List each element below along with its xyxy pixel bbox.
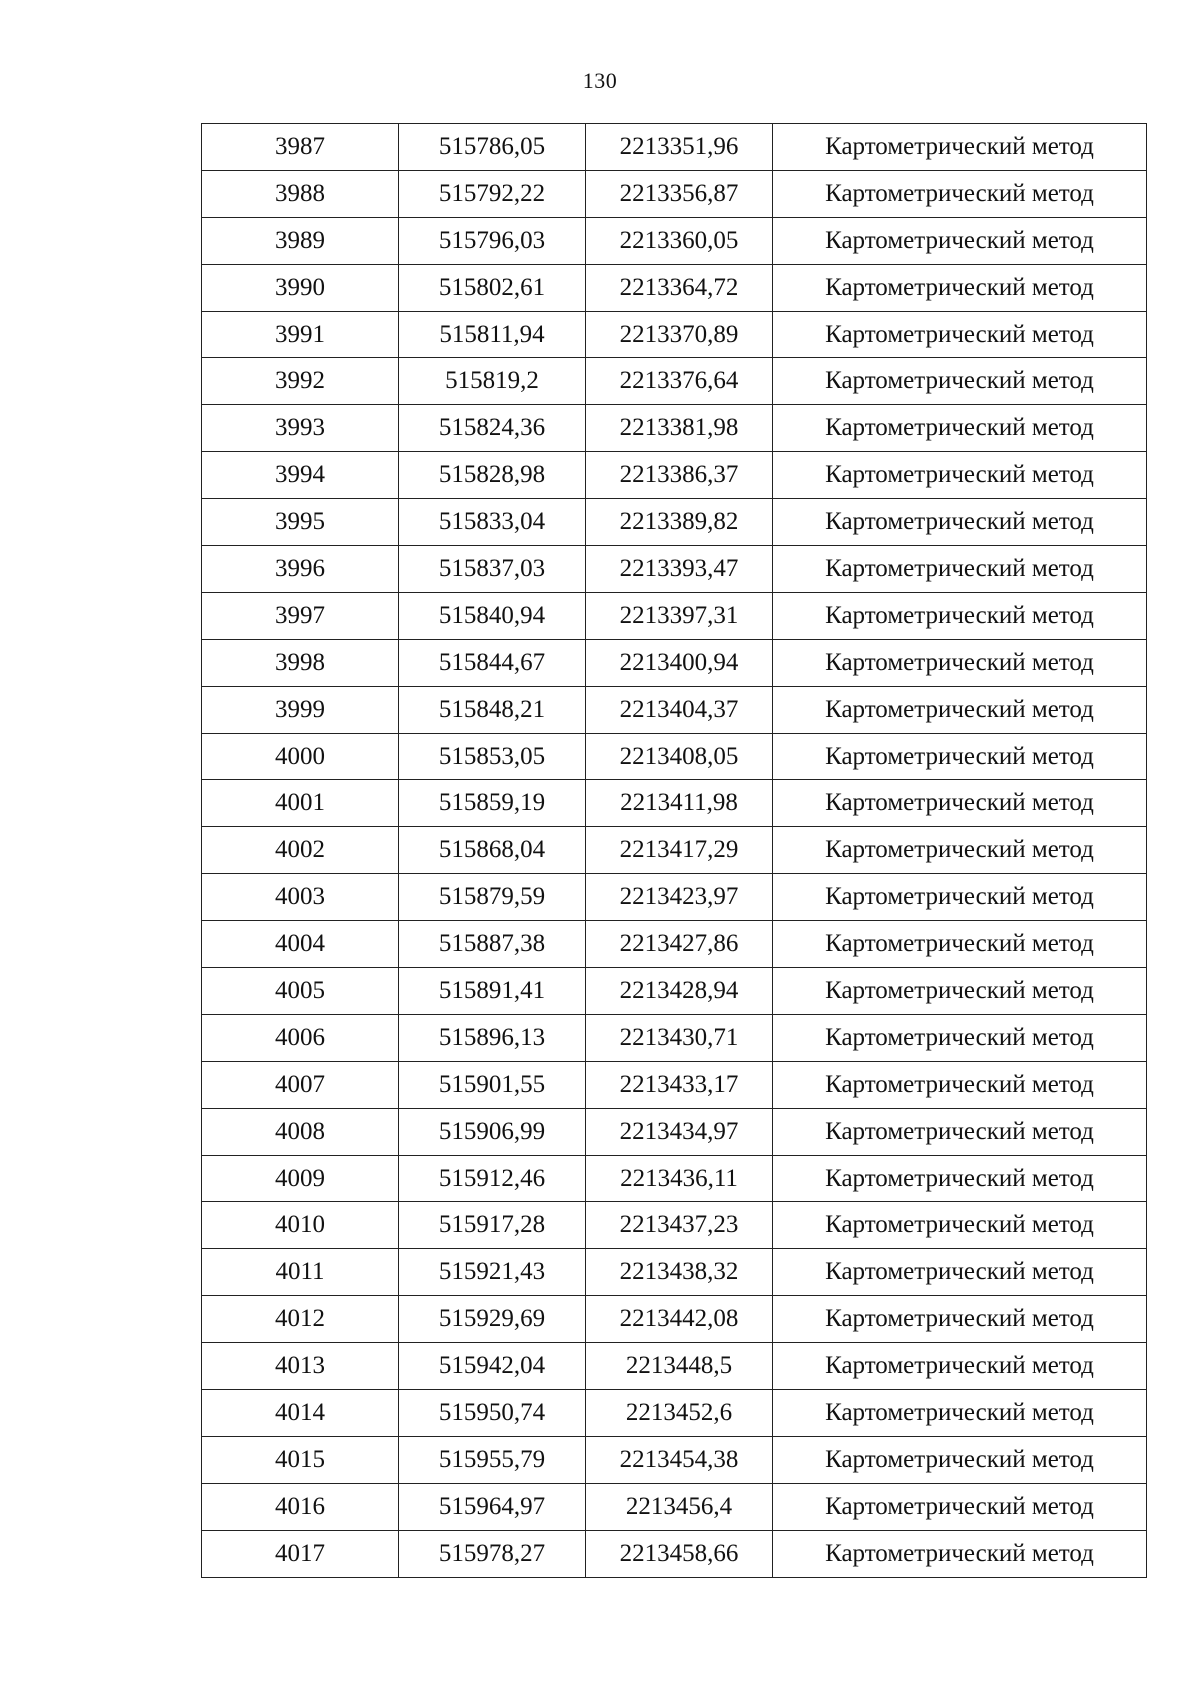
method-cell: Картометрический метод — [773, 405, 1147, 452]
table-row — [202, 358, 1147, 405]
point-number-cell: 4000 — [202, 733, 399, 780]
x-coordinate-cell: 515978,27 — [399, 1530, 586, 1577]
method-cell: Картометрический метод — [773, 452, 1147, 499]
method-cell: Картометрический метод — [773, 827, 1147, 874]
table-row — [202, 452, 1147, 499]
point-number-cell: 4006 — [202, 1014, 399, 1061]
x-coordinate-cell: 515819,2 — [399, 358, 586, 405]
table-row — [202, 686, 1147, 733]
method-cell: Картометрический метод — [773, 874, 1147, 921]
method-cell: Картометрический метод — [773, 639, 1147, 686]
y-coordinate-cell: 2213364,72 — [586, 264, 773, 311]
point-number-cell: 4003 — [202, 874, 399, 921]
method-cell: Картометрический метод — [773, 1343, 1147, 1390]
x-coordinate-cell: 515824,36 — [399, 405, 586, 452]
y-coordinate-cell: 2213393,47 — [586, 546, 773, 593]
method-cell: Картометрический метод — [773, 780, 1147, 827]
method-cell: Картометрический метод — [773, 264, 1147, 311]
y-coordinate-cell: 2213356,87 — [586, 170, 773, 217]
point-number-cell: 4007 — [202, 1061, 399, 1108]
point-number-cell: 4013 — [202, 1343, 399, 1390]
x-coordinate-cell: 515879,59 — [399, 874, 586, 921]
point-number-cell: 3999 — [202, 686, 399, 733]
method-cell: Картометрический метод — [773, 1483, 1147, 1530]
y-coordinate-cell: 2213438,32 — [586, 1249, 773, 1296]
y-coordinate-cell: 2213437,23 — [586, 1202, 773, 1249]
table-row — [202, 1061, 1147, 1108]
x-coordinate-cell: 515906,99 — [399, 1108, 586, 1155]
method-cell: Картометрический метод — [773, 686, 1147, 733]
point-number-cell: 3993 — [202, 405, 399, 452]
y-coordinate-cell: 2213427,86 — [586, 921, 773, 968]
x-coordinate-cell: 515912,46 — [399, 1155, 586, 1202]
point-number-cell: 4005 — [202, 968, 399, 1015]
y-coordinate-cell: 2213452,6 — [586, 1390, 773, 1437]
table-row — [202, 780, 1147, 827]
table-row — [202, 874, 1147, 921]
table-row — [202, 546, 1147, 593]
y-coordinate-cell: 2213456,4 — [586, 1483, 773, 1530]
x-coordinate-cell: 515792,22 — [399, 170, 586, 217]
y-coordinate-cell: 2213376,64 — [586, 358, 773, 405]
point-number-cell: 4012 — [202, 1296, 399, 1343]
method-cell: Картометрический метод — [773, 1014, 1147, 1061]
y-coordinate-cell: 2213386,37 — [586, 452, 773, 499]
x-coordinate-cell: 515868,04 — [399, 827, 586, 874]
method-cell: Картометрический метод — [773, 546, 1147, 593]
point-number-cell: 3995 — [202, 499, 399, 546]
y-coordinate-cell: 2213458,66 — [586, 1530, 773, 1577]
point-number-cell: 4008 — [202, 1108, 399, 1155]
x-coordinate-cell: 515891,41 — [399, 968, 586, 1015]
point-number-cell: 3988 — [202, 170, 399, 217]
point-number-cell: 3990 — [202, 264, 399, 311]
point-number-cell: 3994 — [202, 452, 399, 499]
x-coordinate-cell: 515844,67 — [399, 639, 586, 686]
method-cell: Картометрический метод — [773, 1436, 1147, 1483]
y-coordinate-cell: 2213423,97 — [586, 874, 773, 921]
x-coordinate-cell: 515837,03 — [399, 546, 586, 593]
y-coordinate-cell: 2213428,94 — [586, 968, 773, 1015]
x-coordinate-cell: 515955,79 — [399, 1436, 586, 1483]
table-row — [202, 968, 1147, 1015]
y-coordinate-cell: 2213436,11 — [586, 1155, 773, 1202]
x-coordinate-cell: 515964,97 — [399, 1483, 586, 1530]
point-number-cell: 3992 — [202, 358, 399, 405]
table-row — [202, 1343, 1147, 1390]
point-number-cell: 4016 — [202, 1483, 399, 1530]
x-coordinate-cell: 515896,13 — [399, 1014, 586, 1061]
x-coordinate-cell: 515828,98 — [399, 452, 586, 499]
y-coordinate-cell: 2213411,98 — [586, 780, 773, 827]
method-cell: Картометрический метод — [773, 921, 1147, 968]
table-row — [202, 170, 1147, 217]
y-coordinate-cell: 2213397,31 — [586, 592, 773, 639]
point-number-cell: 3989 — [202, 217, 399, 264]
y-coordinate-cell: 2213430,71 — [586, 1014, 773, 1061]
method-cell: Картометрический метод — [773, 1249, 1147, 1296]
x-coordinate-cell: 515859,19 — [399, 780, 586, 827]
point-number-cell: 3991 — [202, 311, 399, 358]
table-row — [202, 405, 1147, 452]
x-coordinate-cell: 515917,28 — [399, 1202, 586, 1249]
point-number-cell: 4011 — [202, 1249, 399, 1296]
point-number-cell: 4009 — [202, 1155, 399, 1202]
x-coordinate-cell: 515802,61 — [399, 264, 586, 311]
y-coordinate-cell: 2213400,94 — [586, 639, 773, 686]
table-row — [202, 592, 1147, 639]
x-coordinate-cell: 515950,74 — [399, 1390, 586, 1437]
table-row — [202, 217, 1147, 264]
method-cell: Картометрический метод — [773, 1108, 1147, 1155]
y-coordinate-cell: 2213442,08 — [586, 1296, 773, 1343]
y-coordinate-cell: 2213381,98 — [586, 405, 773, 452]
method-cell: Картометрический метод — [773, 968, 1147, 1015]
point-number-cell: 3997 — [202, 592, 399, 639]
x-coordinate-cell: 515887,38 — [399, 921, 586, 968]
table-row — [202, 827, 1147, 874]
table-row — [202, 124, 1147, 171]
y-coordinate-cell: 2213433,17 — [586, 1061, 773, 1108]
method-cell: Картометрический метод — [773, 124, 1147, 171]
coordinates-table — [201, 123, 1147, 1578]
table-row — [202, 1390, 1147, 1437]
x-coordinate-cell: 515848,21 — [399, 686, 586, 733]
x-coordinate-cell: 515796,03 — [399, 217, 586, 264]
method-cell: Картометрический метод — [773, 1155, 1147, 1202]
x-coordinate-cell: 515901,55 — [399, 1061, 586, 1108]
point-number-cell: 3996 — [202, 546, 399, 593]
y-coordinate-cell: 2213408,05 — [586, 733, 773, 780]
y-coordinate-cell: 2213404,37 — [586, 686, 773, 733]
method-cell: Картометрический метод — [773, 358, 1147, 405]
x-coordinate-cell: 515840,94 — [399, 592, 586, 639]
method-cell: Картометрический метод — [773, 311, 1147, 358]
table-row — [202, 1249, 1147, 1296]
x-coordinate-cell: 515853,05 — [399, 733, 586, 780]
point-number-cell: 4010 — [202, 1202, 399, 1249]
y-coordinate-cell: 2213448,5 — [586, 1343, 773, 1390]
point-number-cell: 4002 — [202, 827, 399, 874]
table-row — [202, 1436, 1147, 1483]
y-coordinate-cell: 2213360,05 — [586, 217, 773, 264]
method-cell: Картометрический метод — [773, 1202, 1147, 1249]
page-number: 130 — [582, 68, 618, 93]
method-cell: Картометрический метод — [773, 592, 1147, 639]
y-coordinate-cell: 2213351,96 — [586, 124, 773, 171]
table-row — [202, 264, 1147, 311]
y-coordinate-cell: 2213454,38 — [586, 1436, 773, 1483]
point-number-cell: 4015 — [202, 1436, 399, 1483]
table-row — [202, 1296, 1147, 1343]
x-coordinate-cell: 515942,04 — [399, 1343, 586, 1390]
table-row — [202, 1108, 1147, 1155]
table-row — [202, 733, 1147, 780]
method-cell: Картометрический метод — [773, 217, 1147, 264]
x-coordinate-cell: 515833,04 — [399, 499, 586, 546]
y-coordinate-cell: 2213370,89 — [586, 311, 773, 358]
coordinates-table-body — [202, 124, 1147, 1578]
method-cell: Картометрический метод — [773, 1296, 1147, 1343]
table-row — [202, 499, 1147, 546]
point-number-cell: 4004 — [202, 921, 399, 968]
x-coordinate-cell: 515786,05 — [399, 124, 586, 171]
method-cell: Картометрический метод — [773, 499, 1147, 546]
point-number-cell: 4014 — [202, 1390, 399, 1437]
x-coordinate-cell: 515811,94 — [399, 311, 586, 358]
point-number-cell: 3987 — [202, 124, 399, 171]
x-coordinate-cell: 515921,43 — [399, 1249, 586, 1296]
table-row — [202, 1483, 1147, 1530]
method-cell: Картометрический метод — [773, 1061, 1147, 1108]
table-row — [202, 1202, 1147, 1249]
table-row — [202, 1155, 1147, 1202]
method-cell: Картометрический метод — [773, 1390, 1147, 1437]
table-row — [202, 921, 1147, 968]
y-coordinate-cell: 2213417,29 — [586, 827, 773, 874]
table-row — [202, 1014, 1147, 1061]
method-cell: Картометрический метод — [773, 733, 1147, 780]
method-cell: Картометрический метод — [773, 170, 1147, 217]
point-number-cell: 4017 — [202, 1530, 399, 1577]
point-number-cell: 4001 — [202, 780, 399, 827]
table-row — [202, 311, 1147, 358]
point-number-cell: 3998 — [202, 639, 399, 686]
table-row — [202, 1530, 1147, 1577]
x-coordinate-cell: 515929,69 — [399, 1296, 586, 1343]
y-coordinate-cell: 2213389,82 — [586, 499, 773, 546]
table-row — [202, 639, 1147, 686]
method-cell: Картометрический метод — [773, 1530, 1147, 1577]
y-coordinate-cell: 2213434,97 — [586, 1108, 773, 1155]
